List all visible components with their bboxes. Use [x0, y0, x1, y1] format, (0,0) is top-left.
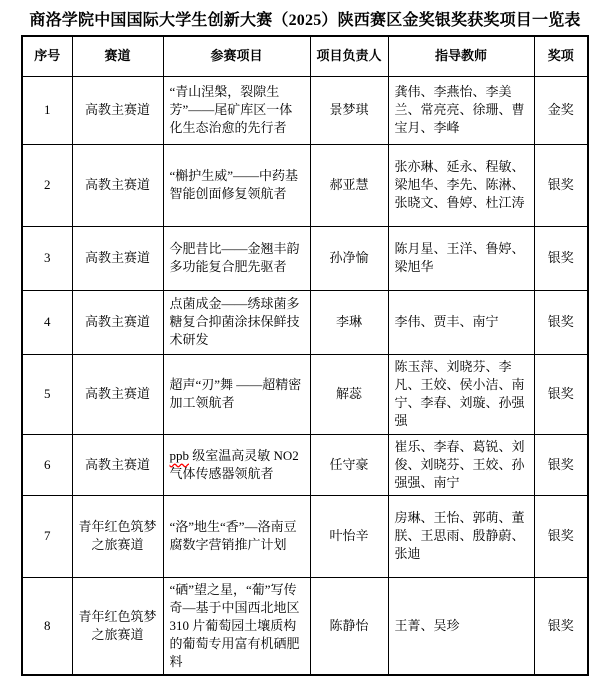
cell-award: 金奖 [534, 76, 588, 144]
cell-award: 银奖 [534, 434, 588, 495]
cell-award: 银奖 [534, 226, 588, 290]
cell-no: 8 [22, 577, 72, 675]
cell-track: 高教主赛道 [72, 144, 163, 226]
table-row [22, 354, 588, 434]
cell-no: 3 [22, 226, 72, 290]
cell-award: 银奖 [534, 495, 588, 577]
table-row [22, 577, 588, 675]
col-header-no: 序号 [22, 36, 72, 76]
cell-leader: 解蕊 [310, 354, 388, 434]
cell-no: 7 [22, 495, 72, 577]
cell-no: 2 [22, 144, 72, 226]
cell-leader: 孙净愉 [310, 226, 388, 290]
cell-track: 青年红色筑梦之旅赛道 [72, 495, 163, 577]
table-row [22, 76, 588, 144]
cell-no: 6 [22, 434, 72, 495]
cell-teachers: 张亦琳、延永、程敏、梁旭华、李先、陈淋、张晓文、鲁婷、杜江涛 [388, 144, 534, 226]
cell-teachers: 房琳、王怡、郭萌、董朕、王思雨、殷静蔚、张迪 [388, 495, 534, 577]
cell-project: “洛”地生“香”—洛南豆腐数字营销推广计划 [163, 495, 310, 577]
cell-project: 超声“刃”舞 ——超精密加工领航者 [163, 354, 310, 434]
cell-award: 银奖 [534, 144, 588, 226]
cell-leader: 郝亚慧 [310, 144, 388, 226]
table-row [22, 290, 588, 354]
col-header-track: 赛道 [72, 36, 163, 76]
table-row [22, 434, 588, 495]
awards-table-body [22, 76, 588, 675]
cell-teachers: 陈月星、王洋、鲁婷、梁旭华 [388, 226, 534, 290]
cell-project: “硒”望之星，“葡”写传奇—基于中国西北地区 310 片葡萄园土壤质构的葡萄专用富有机硒肥料 [163, 577, 310, 675]
misspelled-text: ppb [169, 447, 189, 463]
cell-teachers: 龚伟、李燕怡、李美兰、常亮亮、徐珊、曹宝月、李峰 [388, 76, 534, 144]
cell-track: 高教主赛道 [72, 76, 163, 144]
cell-award: 银奖 [534, 354, 588, 434]
cell-no: 4 [22, 290, 72, 354]
table-row [22, 226, 588, 290]
project-text: 级室温高灵敏 NO2 气体传感器领航者 [169, 447, 299, 481]
cell-teachers: 李伟、贾丰、南宁 [388, 290, 534, 354]
col-header-teachers: 指导教师 [388, 36, 534, 76]
cell-project [163, 434, 310, 495]
table-row [22, 495, 588, 577]
cell-no: 1 [22, 76, 72, 144]
col-header-leader: 项目负责人 [310, 36, 388, 76]
cell-leader: 李琳 [310, 290, 388, 354]
cell-track: 高教主赛道 [72, 434, 163, 495]
cell-leader: 叶怡辛 [310, 495, 388, 577]
col-header-award: 奖项 [534, 36, 588, 76]
cell-track: 高教主赛道 [72, 354, 163, 434]
table-header-row [22, 36, 588, 76]
cell-leader: 陈静怡 [310, 577, 388, 675]
cell-project: 点菌成金——绣球菌多糖复合抑菌涂抹保鲜技术研发 [163, 290, 310, 354]
cell-project: 今肥昔比——金翘丰韵多功能复合肥先驱者 [163, 226, 310, 290]
cell-leader: 景梦琪 [310, 76, 388, 144]
cell-project: “青山涅槃，裂隙生芳”——尾矿库区一体化生态治愈的先行者 [163, 76, 310, 144]
table-row [22, 144, 588, 226]
cell-award: 银奖 [534, 290, 588, 354]
col-header-project: 参赛项目 [163, 36, 310, 76]
cell-track: 高教主赛道 [72, 290, 163, 354]
cell-teachers: 王菁、吴珍 [388, 577, 534, 675]
cell-no: 5 [22, 354, 72, 434]
cell-teachers: 崔乐、李春、葛锐、刘俊、刘晓芬、王姣、孙强强、南宁 [388, 434, 534, 495]
cell-track: 青年红色筑梦之旅赛道 [72, 577, 163, 675]
cell-track: 高教主赛道 [72, 226, 163, 290]
cell-teachers: 陈玉萍、刘晓芬、李凡、王姣、侯小洁、南宁、李春、刘璇、孙强强 [388, 354, 534, 434]
cell-leader: 任守豪 [310, 434, 388, 495]
cell-award: 银奖 [534, 577, 588, 675]
cell-project: “槲护生威”——中药基智能创面修复领航者 [163, 144, 310, 226]
page-title: 商洛学院中国国际大学生创新大赛（2025）陕西赛区金奖银奖获奖项目一览表 [29, 12, 581, 29]
awards-table [21, 35, 589, 676]
